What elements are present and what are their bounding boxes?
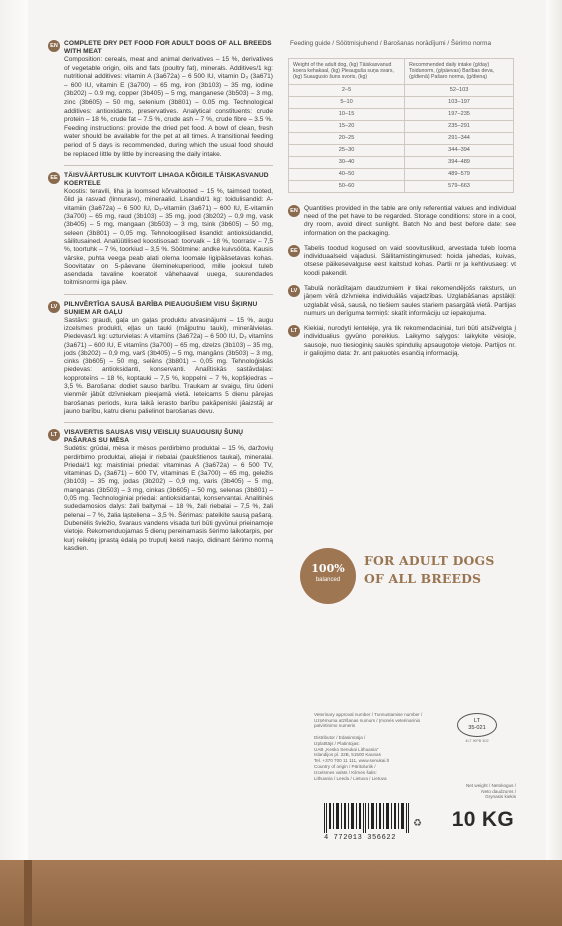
balanced-badge bbox=[300, 548, 356, 604]
section-body: Sudėtis: grūdai, mėsa ir mėsos perdirbimo produktai – 15 %, daržovių perdirbimo produktai, aliejai ir riebalai (paukštienos taukai), mineralai. Priedai/1 kg: maistiniai priedai: vitaminas A (3a672a) – 6 500 TV, vitaminas D₃ (3a671) – 600 TV, vitaminas E (3a700) – 65 mg, geležis (3b103) – 35 mg, jodas (3b202) – 0,9 mg, varis (3b405) – 5 mg, manganas (3b503) – 3 mg, cinkas (3b605) – 50 mg, selenas (3b801) – 0,05 mg. Technologiniai priedai: antioksidantai, konservantai. Analitinės sudedamosios dalys: žali baltymai – 18 %, žali riebalai – 7,5 %, žali pelenai – 7 %, žalia ląsteliena – 3,5 %. Šėrimas: pateikite sausą pašarą. Dubenėlis šviežio, švaraus vandens visada turi būti gyvūnui prieinamoje vietoje. Rekomenduojamas 5 dienų pereinamasis šėrimo laikotarpis, per kurį reikėtų įprastą ėdalą po truputį keisti naujo, didinant šėrimo normą kasdien. bbox=[64, 445, 273, 552]
feeding-column bbox=[288, 40, 516, 365]
table-row bbox=[289, 84, 514, 96]
bag-seam bbox=[24, 860, 32, 926]
flag-ee-icon: EE bbox=[288, 245, 300, 257]
slogan-line: FOR ADULT DOGS bbox=[364, 553, 495, 568]
table-row bbox=[289, 180, 514, 192]
note-ee bbox=[288, 245, 516, 278]
distributor-line: Izplatītājs / Platintojas: bbox=[314, 740, 360, 746]
section-en bbox=[48, 40, 273, 159]
section-lv bbox=[48, 301, 273, 417]
flag-ee-icon: EE bbox=[48, 172, 60, 184]
table-row bbox=[289, 120, 514, 132]
table-cell: 25–30 bbox=[289, 144, 405, 156]
distributor-info bbox=[314, 735, 434, 781]
distributor-line: Islandijos pl. 32B, 51500 Kaunas bbox=[314, 752, 381, 758]
table-cell: 103–197 bbox=[405, 96, 514, 108]
badge-percent: 100% bbox=[311, 562, 345, 575]
net-weight: 10 KG bbox=[451, 808, 514, 831]
note-lt bbox=[288, 325, 516, 358]
section-body: Sastāvs: graudi, gaļa un gaļas produktu atvasinājumi – 15 %, augu izcelsmes produkti, eļļas un tauki (mājputnu tauki), minerālvielas. Piedevas/1 kg: uzturvielas: A vitamīns (3a672a) – 6 500 IU, D₃ vitamīns (3a671) – 600 IU, E vitamīns (3a700) – 65 mg, dzelzs (3b103) – 35 mg, jods (3b202) – 0,9 mg, varš (3b405) – 5 mg, mangāns (3b503) – 3 mg, cinks (3b605) – 50 mg, selēns (3b801) – 0,05 mg. Tehnoloģiskās piedevas: antioksidanti, konservanti. Analītiskās sastāvdaļas: kopproteīns – 18 %, koptauki – 7,5 %, koppelni – 7 %, kopšķiedras – 3,5 %. Barošana: dodiet sauso barību. Traukam ar svaigu, tīru ūdeni vienmēr jābūt dzīvniekam pieejamā vietā. Ieteicams 5 dienu pārejas barošanas periods, kura laikā ierasto barību pakāpeniski jāaizstāj ar jauno barību, katru dienu palielinot barošanas devu. bbox=[64, 316, 273, 415]
distributor-line: UAB „Kesko Senukai Lithuania“ bbox=[314, 746, 379, 752]
distributor-line: Tel. +370 700 11 111, www.senukai.lt bbox=[314, 758, 389, 764]
table-row bbox=[289, 96, 514, 108]
table-cell: 197–235 bbox=[405, 108, 514, 120]
recycle-icon: ♻ bbox=[413, 818, 422, 829]
table-cell: 235–291 bbox=[405, 120, 514, 132]
net-label-line: Grynasis kiekis bbox=[485, 794, 516, 800]
vet-line: patvirtinimo numeris bbox=[314, 723, 356, 729]
barcode-number: 4 772013 356622 bbox=[324, 834, 397, 842]
table-row bbox=[289, 156, 514, 168]
approval-sub: 4LT IKPB 302 bbox=[465, 739, 489, 743]
section-ee bbox=[48, 172, 273, 288]
table-cell: 52–103 bbox=[405, 84, 514, 96]
distributor-line: Distributor / Edasimüüja / bbox=[314, 735, 366, 740]
table-cell: 20–25 bbox=[289, 132, 405, 144]
divider bbox=[64, 165, 273, 166]
slogan bbox=[364, 552, 494, 588]
note-en bbox=[288, 205, 516, 238]
approval-oval-mark bbox=[457, 713, 497, 737]
distributor-line: Izcelsmes valsts / Kilmės šalis: bbox=[314, 769, 377, 775]
note-text: Quantities provided in the table are only referential values and individual need of the pet have to be regarded. Storage conditions: store in a cool, dry room, avoid direct sunlight. Batch No and best before date: see information on the packaging. bbox=[304, 204, 516, 237]
flag-en-icon: EN bbox=[48, 40, 60, 52]
vet-line: Veterinary approval number / Tunnustamise number / bbox=[314, 712, 423, 717]
table-cell: 489–579 bbox=[405, 168, 514, 180]
table-cell: 50–60 bbox=[289, 180, 405, 192]
table-cell: 30–40 bbox=[289, 156, 405, 168]
table-cell: 2–5 bbox=[289, 84, 405, 96]
feeding-guide-title: Feeding guide / Söötmisjuhend / Barošanas norādījumi / Šėrimo norma bbox=[290, 40, 492, 47]
bag-edge-right bbox=[546, 0, 562, 860]
approval-country: LT bbox=[473, 718, 481, 724]
table-cell: 10–15 bbox=[289, 108, 405, 120]
distributor-line: Country of origin / Päritoluriik / bbox=[314, 763, 376, 769]
divider bbox=[64, 422, 273, 423]
note-text: Kiekiai, nurodyti lentelėje, yra tik rekomendaciniai, turi būti atsižvelgta į individualius gyvūno poreikius. Laikymo sąlygos: laikykite vėsioje, sausoje, nuo tiesioginių saulės spindulių apsaugotoje vietoje. Partijos nr. ir galiojimo data: žr. ant pakuotės esančią informaciją. bbox=[304, 325, 516, 358]
net-label-line: Net weight / Netokogus / bbox=[465, 783, 516, 788]
table-row bbox=[289, 144, 514, 156]
barcode-bars-icon bbox=[324, 803, 410, 833]
net-label-line: Neto daudzums / bbox=[481, 788, 516, 794]
table-cell: 40–50 bbox=[289, 168, 405, 180]
table-cell: 291–344 bbox=[405, 132, 514, 144]
table-row bbox=[289, 168, 514, 180]
flag-lt-icon: LT bbox=[48, 429, 60, 441]
flag-lv-icon: LV bbox=[48, 301, 60, 313]
flag-lt-icon: LT bbox=[288, 325, 300, 337]
flag-lv-icon: LV bbox=[288, 285, 300, 297]
table-cell: 344–394 bbox=[405, 144, 514, 156]
note-text: Tabulā norādītajam daudzumiem ir tikai rekomendējošs raksturs, un jāņem vērā dzīvnieka individuālās vajadzības. Uzglabāšanas apstākļi: uzglabāt vēsā, sausā, no tiešiem saules stariem pasargātā vietā. Partijas numurs un derīguma termiņš: skatīt informāciju uz iepakojuma. bbox=[304, 284, 516, 317]
table-cell: 5–10 bbox=[289, 96, 405, 108]
approval-number: 35-021 bbox=[468, 725, 486, 731]
flag-en-icon: EN bbox=[288, 205, 300, 217]
net-weight-label bbox=[452, 783, 516, 800]
section-title: VISAVERTIS SAUSAS VISŲ VEISLIŲ SUAUGUSIŲ ŠUNŲ PAŠARAS SU MĖSA bbox=[64, 429, 244, 445]
section-body: Composition: cereals, meat and animal derivatives – 15 %, derivatives of vegetable origin, oils and fats (poultry fat), minerals. Additives/1 kg: nutritional additives: vitamin A (3a672a) – 6 500 IU, vitamin D₃ (3a671) – 600 IU, vitamin E (3a700) – 65 mg, iron (3b103) – 35 mg, iodine (3b202) – 0.9 mg, copper (3b405) – 5 mg, manganese (3b503) – 3 mg, zinc (3b605) – 50 mg, selenium (3b801) – 0.05 mg. Technological additives: antioxidants, preservatives. Analytical constituents: crude protein – 18 %, crude fat – 7.5 %, crude ash – 7 %, crude fibre – 3.5 %. Feeding instructions: provide the dried pet food. A bowl of clean, fresh water should be available for the pet at all times. A transitional feeding period of 5 days is recommended, during which the usual food should be replaced little by little by increasing the daily intake. bbox=[64, 56, 273, 158]
vet-line: Uzņēmuma atzīšanas numurs / Įmonės veterinarinio bbox=[314, 717, 421, 723]
section-title: COMPLETE DRY PET FOOD FOR ADULT DOGS OF ALL BREEDS WITH MEAT bbox=[64, 40, 272, 55]
table-row bbox=[289, 132, 514, 144]
table-row bbox=[289, 108, 514, 120]
table-header-intake: Recommended daily intake (g/day) Toidunorm, (g/päevas) Barības deva, (g/dienā) Pašaro norma, (g/dieną) bbox=[405, 59, 514, 85]
divider bbox=[64, 294, 273, 295]
section-body: Koostis: teravili, liha ja loomsed kõrvaltooted – 15 %, taimsed tooted, õlid ja rasvad (linnurasv), mineraalid. Lisandid/1 kg: toidulisandid: A-vitamiin (3a672a) – 6 500 IU, D₃-vitamiin (3a671) – 600 IU, E-vitamiin (3a700) – 65 mg, raud (3b103) – 35 mg, jood (3b202) – 0,9 mg, vask (3b405) – 5 mg, mangaan (3b503) – 3 mg, tsink (3b605) – 50 mg, seleen (3b801) – 0,05 mg. Tehnoloogilised lisandid: antioksüdandid, säilitusained. Analüütilised koostisosad: toorvalk – 18 %, toorrasv – 7,5 %, toortuhk – 7 %, toorkiud – 3,5 %. Söötmine: andke kuivsööta. Kausis värske, puhta veega peab alati olema loomale ligipääsetavas kohas. Soovitatav on 5-päevane üleminekuperiood, mille jooksul tuleb asendada tavaline koeratoit vähehaaval uuega, suurendades toitmisnormi iga päev. bbox=[64, 188, 273, 287]
section-lt bbox=[48, 429, 273, 553]
note-text: Tabelis toodud kogused on vaid soovituslikud, arvestada tuleb looma individuaalseid vajadusi. Säilitamistingimused: hoida jahedas, kuivas, otsese päikesevalguse eest kaitstud kohas. Partii nr ja kehtivusaeg: vt koodi pakendil. bbox=[304, 244, 516, 277]
distributor-line: Lithuania / Leedu / Lietuva / Lietuva bbox=[314, 775, 387, 781]
table-cell: 579–663 bbox=[405, 180, 514, 192]
slogan-line: OF ALL BREEDS bbox=[364, 571, 482, 586]
table-header-weight: Weight of the adult dog, (kg) Täiskasvanud koera kehakaal, (kg) Pieauguša suņa svars, (kg) Suaugusio šuns svoris, (kg) bbox=[289, 59, 405, 85]
badge-label: balanced bbox=[315, 577, 341, 583]
table-cell: 15–20 bbox=[289, 120, 405, 132]
feeding-table bbox=[288, 58, 514, 193]
table-cell: 394–489 bbox=[405, 156, 514, 168]
section-title: PILNVĒRTĪGA SAUSĀ BARĪBA PIEAUGUŠIEM VISU ŠĶIRŅU SUŅIEM AR GAĻU bbox=[64, 300, 258, 316]
bag-edge-left bbox=[0, 0, 28, 860]
section-title: TÄISVÄÄRTUSLIK KUIVTOIT LIHAGA KÕIGILE TÄISKASVANUD KOERTELE bbox=[64, 172, 269, 188]
note-lv bbox=[288, 285, 516, 318]
bottom-band bbox=[0, 860, 562, 926]
composition-column bbox=[48, 40, 273, 559]
product-claim bbox=[300, 548, 516, 604]
